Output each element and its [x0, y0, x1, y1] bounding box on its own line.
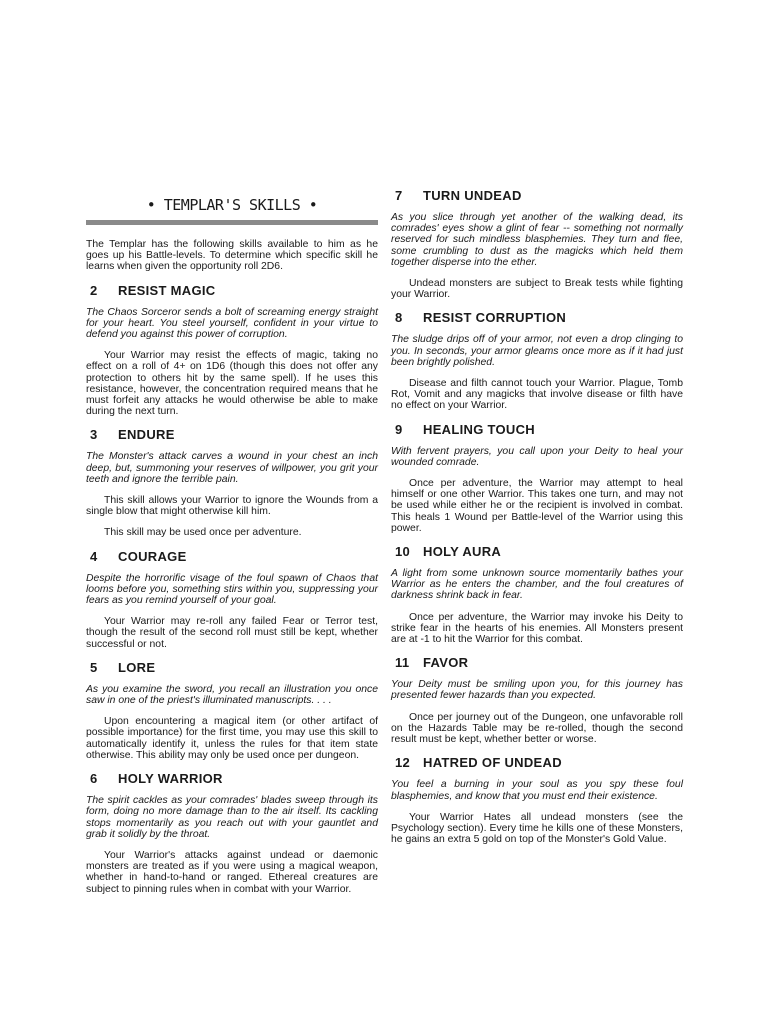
skill-number: 12 [395, 755, 411, 771]
skill-courage [86, 549, 378, 650]
section-title: • TEMPLAR'S SKILLS • [146, 196, 318, 214]
skill-number: 7 [395, 188, 403, 203]
skill-number: 10 [395, 544, 411, 560]
skill-healing-touch [391, 422, 683, 534]
skill-number: 5 [90, 659, 98, 675]
skill-flavor-text: Your Deity must be smiling upon you, for this journey has presented fewer hazards than you expected. [391, 679, 683, 702]
left-column [86, 188, 378, 905]
skill-flavor-text: As you slice through yet another of the walking dead, its comrades' eyes show a glint of fear -- something not normally reserved for such mindless blasphemies. They turn and flee, some crumbling to dust as the magicks which held them together disperse into the ether. [391, 212, 683, 268]
skill-holy-aura [391, 544, 683, 645]
skill-rules-text: This skill allows your Warrior to ignore the Wounds from a single blow that might otherwise kill him. [86, 495, 378, 518]
skill-rules-text: Your Warrior's attacks against undead or daemonic monsters are treated as if you were using a magical weapon, whether in hand-to-hand or ranged. Ethereal creatures are subject to pinning rules when in combat with your Warrior. [86, 849, 378, 895]
skill-heading [86, 549, 378, 564]
right-column [391, 188, 683, 855]
skill-flavor-text: The sludge drips off of your armor, not even a drop clinging to you. In seconds, your armor gleams once more as if it had just been brightly polished. [391, 334, 683, 368]
skill-turn-undead [391, 188, 683, 300]
skill-endure [86, 427, 378, 538]
skill-flavor-text: A light from some unknown source momentarily bathes your Warrior as he enters the chamber, and the foul creatures of darkness shrink back in fear. [391, 568, 683, 602]
skill-heading [86, 283, 378, 298]
skill-flavor-text: As you examine the sword, you recall an illustration you once saw in one of the priest's illuminated manuscripts. . . . [86, 683, 378, 707]
skill-number: 6 [90, 771, 98, 787]
skill-name: HEALING TOUCH [423, 421, 535, 437]
skill-number: 8 [395, 310, 403, 326]
skill-rules-text: Once per adventure, the Warrior may invoke his Deity to strike fear in the hearts of his enemies. All Monsters present are at -1 to hit the Warrior for this combat. [391, 611, 683, 646]
skill-flavor-text: The Monster's attack carves a wound in your chest an inch deep, but, summoning your reserves of willpower, you grit your teeth and ignore the terrible pain. [86, 451, 378, 485]
skill-flavor-text: You feel a burning in your soul as you spy these foul blasphemies, and know that you must end their existence. [391, 779, 683, 802]
skill-hatred-of-undead [391, 755, 683, 845]
skill-heading [391, 655, 683, 670]
skill-name: TURN UNDEAD [423, 188, 522, 203]
skill-name: HOLY WARRIOR [118, 771, 223, 787]
skill-name: RESIST MAGIC [118, 282, 216, 298]
skill-rules-text: Disease and filth cannot touch your Warrior. Plague, Tomb Rot, Vomit and any magicks that involve disease or filth have no effect on your Warrior. [391, 378, 683, 412]
skill-rules-text: Your Warrior may resist the effects of magic, taking no effect on a roll of 4+ on 1D6 (though this does not offer any protection to others hit by the same spell). If he uses this resistance, however, the concentration required means that he must forfeit any attacks he would otherwise be able to make during the next turn. [86, 350, 378, 418]
skill-rules-text: Upon encountering a magical item (or other artifact of possible importance) for the first time, you may use this skill to automatically identify it, unless the rules for that item state otherwise. This ability may only be used once per dungeon. [86, 716, 378, 761]
skill-rules-text: Once per adventure, the Warrior may attempt to heal himself or one other Warrior. This takes one turn, and may not be used while either he or the recipient is involved in combat. This heals 1 Wound per Battle-level of the Warrior using this power. [391, 478, 683, 534]
skill-number: 9 [395, 421, 403, 437]
skill-name: HATRED OF UNDEAD [423, 755, 562, 771]
skill-heading [391, 188, 683, 203]
skill-number: 2 [90, 282, 98, 298]
skill-number: 4 [90, 548, 98, 564]
skill-flavor-text: With fervent prayers, you call upon your Deity to heal your wounded comrade. [391, 445, 683, 468]
skill-rules-text: This skill may be used once per adventure. [104, 527, 302, 539]
skill-resist-corruption [391, 310, 683, 411]
skill-rules-text: Once per journey out of the Dungeon, one unfavorable roll on the Hazards Table may be re-rolled, though the second result must be kept, whether better or worse. [391, 711, 683, 746]
skill-name: COURAGE [118, 548, 187, 564]
skill-flavor-text: The Chaos Sorceror sends a bolt of screaming energy straight for your heart. You steel yourself, confident in your virtue to defend you against this power of corruption. [86, 306, 378, 341]
section-header [86, 188, 378, 225]
skill-flavor-text: The spirit cackles as your comrades' blades sweep through its form, doing no more damage than to the air itself. Its cackling stops momentarily as you reach out with your gauntlet and grab it solidly by the throat. [86, 795, 378, 840]
skill-rules-text: Undead monsters are subject to Break tests while fighting your Warrior. [391, 278, 683, 301]
skill-name: RESIST CORRUPTION [423, 310, 567, 326]
skill-heading [391, 755, 683, 770]
skill-name: ENDURE [118, 427, 175, 443]
skill-heading [391, 544, 683, 559]
skill-holy-warrior [86, 771, 378, 895]
skill-name: FAVOR [423, 655, 469, 671]
skill-name: LORE [118, 659, 156, 675]
skill-heading [391, 310, 683, 325]
skill-resist-magic [86, 283, 378, 418]
skill-heading [86, 427, 378, 442]
skill-favor [391, 655, 683, 745]
skill-flavor-text: Despite the horrorific visage of the foul spawn of Chaos that looms before you, something stirs within you, suppressing your fears as you remind yourself of your goal. [86, 572, 378, 607]
skill-number: 11 [395, 655, 410, 671]
skill-name: HOLY AURA [423, 544, 502, 560]
skill-heading [391, 422, 683, 437]
intro-paragraph: The Templar has the following skills available to him as he goes up his Battle-levels. To determine which specific skill he learns when given the opportunity roll 2D6. [86, 239, 378, 273]
skill-lore [86, 660, 378, 761]
skill-heading [86, 660, 378, 675]
title-underline [86, 220, 378, 225]
skill-rules-text: Your Warrior Hates all undead monsters (see the Psychology section). Every time he kills one of these Monsters, he gains an extra 5 gold on top of the Monster's Gold Value. [391, 811, 683, 846]
skill-heading [86, 771, 378, 786]
skill-rules-text: Your Warrior may re-roll any failed Fear or Terror test, though the result of the second roll must still be kept, whether successful or not. [86, 616, 378, 650]
skill-number: 3 [90, 427, 98, 443]
